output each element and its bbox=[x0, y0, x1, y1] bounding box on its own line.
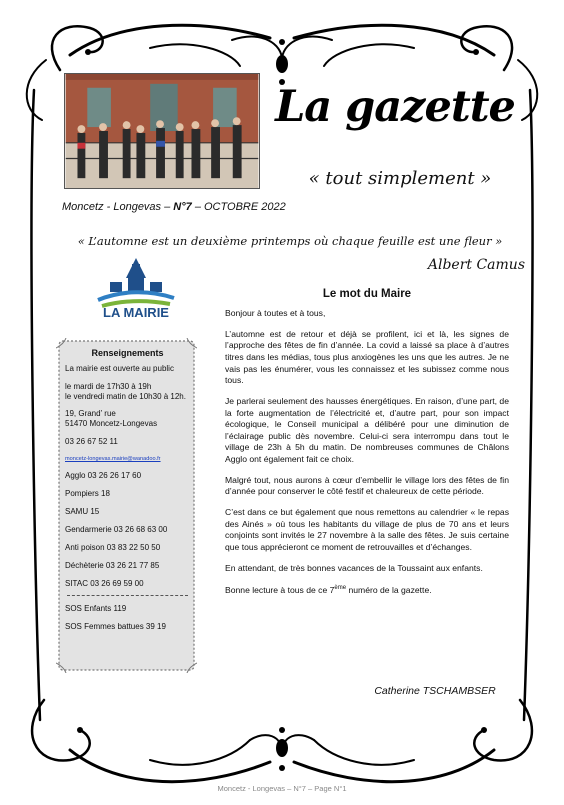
address-city: 51470 Moncetz-Longevas bbox=[65, 419, 158, 428]
sitac-phone: SITAC 03 26 69 59 00 bbox=[65, 579, 144, 588]
closing-text-start: Bonne lecture à tous de ce 7 bbox=[225, 585, 335, 596]
article-paragraph: L’automne est de retour et déjà se profilent, ici et là, les signes de l’approche des fêtes de fin d’année. La covid a laissé sa place à d’autres titres dans les médias, tous plus anxiogènes les uns que les autres. Je ne vais pas les énumérer, vous les connaissez et les subissez comme nous tous. bbox=[225, 328, 509, 386]
article-paragraph: Je parlerai seulement des hausses énergétiques. En raison, d’une part, de la forte augmentation de l’électricité et, d’autre part, pour son impact écologique, le Conseil municipal a délibéré pour une diminution de l’éclairage public dès novembre. Celui-ci sera interrompu dans tout le village de 23h à 5h du matin. De nombreuses communes de Châlons Agglo ont également fait ce choix. bbox=[225, 395, 509, 464]
quote-text: « L’automne est un deuxième printemps où chaque feuille est une fleur » bbox=[77, 234, 503, 248]
mairie-label: LA MAIRIE bbox=[103, 305, 169, 320]
article-paragraph bbox=[225, 583, 509, 596]
article-paragraph: C’est dans ce but également que nous remettons au calendrier « le repas des Ainés » où tous les habitants du village de plus de 70 ans et leurs conjoints sont invités le 27 novembre à la salle des fêtes. Je suis certaine que tous apprécieront ce moment de retrouvailles et d’échanges. bbox=[225, 507, 509, 552]
article-paragraph: Malgré tout, nous aurons à cœur d’embellir le village lors des fêtes de fin d’année pour conserver le côté festif et chaleureux de cette période. bbox=[225, 474, 509, 497]
antipoison-phone: Anti poison 03 83 22 50 50 bbox=[65, 543, 161, 552]
issue-place: Moncetz - Longevas – bbox=[62, 201, 174, 213]
ordinal-suffix: ème bbox=[334, 585, 347, 592]
gazette-subtitle: « tout simplement » bbox=[308, 168, 492, 189]
address-street: 19, Grand’ rue bbox=[65, 409, 116, 418]
gendarmerie-phone: Gendarmerie 03 26 68 63 00 bbox=[65, 525, 168, 534]
mayor-article bbox=[225, 288, 509, 606]
page-footer: Moncetz - Longevas – N°7 – Page N°1 bbox=[217, 784, 347, 793]
opening-hours-intro: La mairie est ouverte au public bbox=[65, 364, 174, 373]
mayor-signature: Catherine TSCHAMBSER bbox=[374, 685, 496, 697]
pompiers-phone: Pompiers 18 bbox=[65, 489, 110, 498]
mairie-email-link[interactable]: moncetz-longevas.mairie@wanadoo.fr bbox=[65, 456, 161, 462]
article-paragraph: Bonjour à toutes et à tous, bbox=[225, 308, 326, 318]
sidebar-heading: Renseignements bbox=[91, 348, 164, 358]
issue-line bbox=[62, 201, 322, 213]
sidebar-divider bbox=[67, 595, 188, 596]
agglo-phone: Agglo 03 26 26 17 60 bbox=[65, 471, 142, 480]
village-photo bbox=[64, 73, 260, 189]
opening-hours-tuesday: le mardi de 17h30 à 19h bbox=[65, 382, 152, 391]
issue-number: N°7 bbox=[173, 201, 192, 213]
decheterie-phone: Déchèterie 03 26 21 77 85 bbox=[65, 561, 160, 570]
sos-femmes-phone: SOS Femmes battues 39 19 bbox=[65, 622, 166, 631]
samu-phone: SAMU 15 bbox=[65, 507, 100, 516]
mairie-phone: 03 26 67 52 11 bbox=[65, 437, 118, 446]
info-sidebar bbox=[56, 338, 197, 673]
sos-enfants-phone: SOS Enfants 119 bbox=[65, 604, 127, 613]
article-title: Le mot du Maire bbox=[322, 288, 412, 300]
gazette-title: La gazette bbox=[275, 82, 515, 132]
quote-author: Albert Camus bbox=[427, 257, 525, 273]
closing-text-end: numéro de la gazette. bbox=[346, 585, 432, 596]
article-paragraph: En attendant, de très bonnes vacances de la Toussaint aux enfants. bbox=[225, 562, 483, 573]
issue-date: – OCTOBRE 2022 bbox=[191, 201, 286, 213]
opening-hours-friday: le vendredi matin de 10h30 à 12h. bbox=[65, 392, 186, 401]
